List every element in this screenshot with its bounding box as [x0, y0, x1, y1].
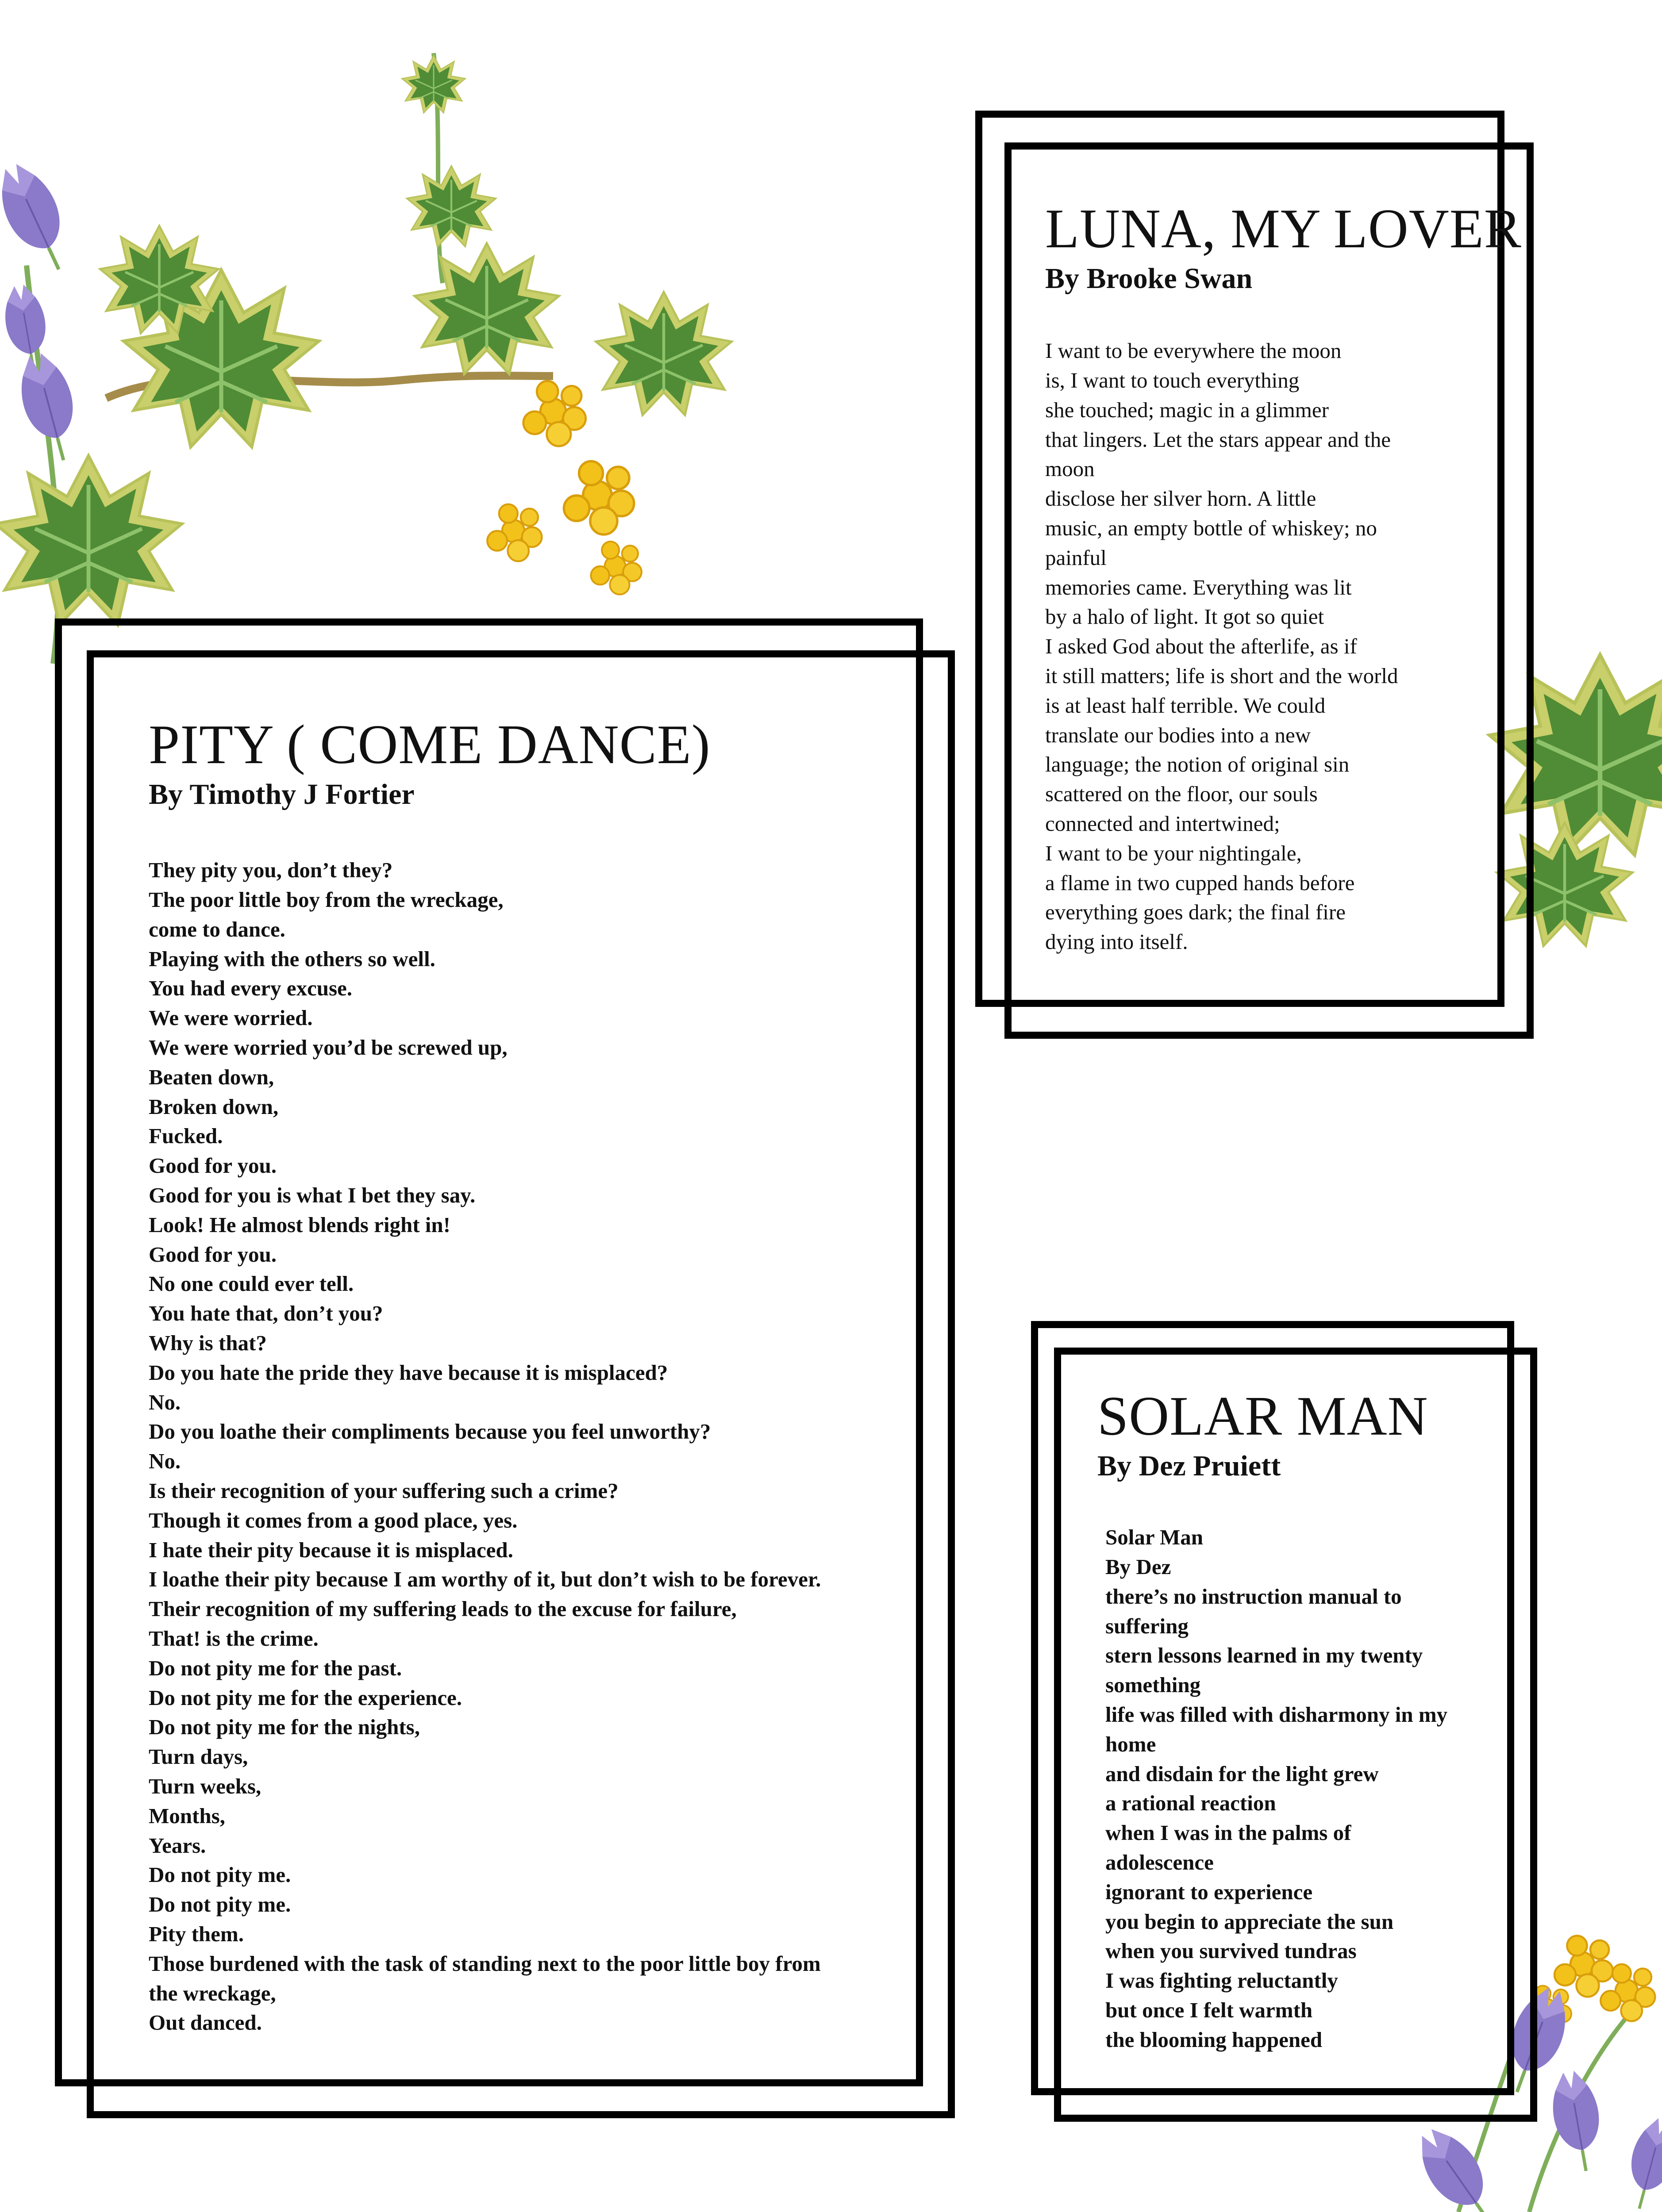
poem-line: by a halo of light. It got so quiet [1045, 604, 1324, 629]
poem-line: stern lessons learned in my twenty [1105, 1643, 1423, 1668]
bellflower-icon [0, 156, 81, 280]
poem-line: Do not pity me for the experience. [149, 1685, 462, 1710]
poem-line: is, I want to touch everything [1045, 368, 1300, 393]
poem-line: You hate that, don’t you? [149, 1301, 383, 1326]
poem-line: Those burdened with the task of standing next to the poor little boy from [149, 1951, 821, 1976]
poem-line: Their recognition of my suffering leads to the excuse for failure, [149, 1597, 737, 1621]
poem-author: By Brooke Swan [1045, 262, 1253, 295]
poem-line: I loathe their pity because I am worthy of it, but don’t wish to be forever. [149, 1567, 821, 1592]
poem-body [1105, 1523, 1522, 2055]
poem-line: Do not pity me for the past. [149, 1655, 402, 1680]
poem-line: Playing with the others so well. [149, 946, 435, 971]
tansy-flower-icon [523, 381, 586, 446]
poem-solar [1097, 1387, 1522, 2055]
poem-line: moon [1045, 457, 1095, 481]
poem-line: Do not pity me. [149, 1863, 291, 1887]
poem-line: language; the notion of original sin [1045, 752, 1350, 777]
poem-line: No one could ever tell. [149, 1271, 354, 1296]
ivy-leaf-icon [402, 55, 466, 113]
poem-line: that lingers. Let the stars appear and the [1045, 427, 1391, 452]
bellflower-icon [1547, 2068, 1608, 2175]
poem-body [149, 856, 945, 2038]
bellflower-icon [1407, 2119, 1509, 2212]
poem-line: No. [149, 1449, 181, 1474]
poem-line: Do not pity me for the nights, [149, 1715, 420, 1740]
poem-line: the blooming happened [1105, 2027, 1323, 2052]
poem-line: a rational reaction [1105, 1791, 1276, 1816]
poem-title: LUNA, MY LOVER [1045, 198, 1522, 260]
poem-line: adolescence [1105, 1850, 1214, 1875]
poem-line: ignorant to experience [1105, 1879, 1313, 1904]
poem-title: SOLAR MAN [1097, 1386, 1428, 1447]
poem-line: suffering [1105, 1613, 1189, 1638]
poem-line: I was fighting reluctantly [1105, 1968, 1338, 1993]
poem-line: Good for you. [149, 1242, 277, 1267]
poem-line: dying into itself. [1045, 929, 1188, 954]
poem-author: By Timothy J Fortier [149, 778, 415, 811]
poem-line: you begin to appreciate the sun [1105, 1909, 1394, 1934]
poem-line: Is their recognition of your suffering such a crime? [149, 1479, 619, 1503]
poem-line: Look! He almost blends right in! [149, 1212, 450, 1237]
tansy-flower-icon [487, 504, 542, 561]
poem-line: You had every excuse. [149, 976, 353, 1001]
poem-line: Good for you. [149, 1153, 277, 1178]
poem-line: Years. [149, 1833, 206, 1858]
poem-line: translate our bodies into a new [1045, 722, 1311, 747]
poem-line: Though it comes from a good place, yes. [149, 1508, 518, 1532]
bellflower-icon [1620, 2114, 1662, 2212]
poem-line: scattered on the floor, our souls [1045, 782, 1318, 806]
tansy-flower-icon [591, 541, 641, 595]
poem-line: Out danced. [149, 2010, 262, 2035]
poem-luna [1045, 198, 1522, 957]
poem-line: she touched; magic in a glimmer [1045, 397, 1329, 422]
poem-line: when you survived tundras [1105, 1939, 1357, 1963]
poem-line: memories came. Everything was lit [1045, 575, 1352, 599]
poem-line: Solar Man [1105, 1525, 1203, 1550]
poem-line: everything goes dark; the final fire [1045, 900, 1346, 925]
poem-line: Fucked. [149, 1124, 223, 1148]
poem-line: Good for you is what I bet they say. [149, 1183, 476, 1208]
tansy-flower-icon [1554, 1936, 1613, 1997]
poem-line: Months, [149, 1803, 225, 1828]
poem-line: That! is the crime. [149, 1626, 319, 1651]
poem-line: We were worried. [149, 1006, 313, 1030]
ivy-leaf-icon [407, 166, 496, 247]
poem-line: connected and intertwined; [1045, 811, 1280, 836]
poem-line: I want to be everywhere the moon [1045, 338, 1342, 363]
poem-line: By Dez [1105, 1555, 1171, 1579]
poem-line: We were worried you’d be screwed up, [149, 1035, 508, 1060]
poem-line: No. [149, 1390, 181, 1414]
poem-line: a flame in two cupped hands before [1045, 870, 1355, 895]
poem-line: Beaten down, [149, 1064, 274, 1089]
poem-line: and disdain for the light grew [1105, 1761, 1379, 1786]
poem-line: They pity you, don’t they? [149, 858, 393, 883]
ivy-leaf-icon [596, 292, 731, 415]
ivy-leaf-icon [415, 243, 559, 374]
poem-line: come to dance. [149, 917, 285, 941]
poem-line: Pity them. [149, 1921, 244, 1946]
poem-line: there’s no instruction manual to [1105, 1584, 1402, 1609]
poem-line: Do you loathe their compliments because you feel unworthy? [149, 1419, 711, 1444]
poem-line: is at least half terrible. We could [1045, 693, 1326, 718]
poem-line: something [1105, 1673, 1201, 1697]
poem-line: I want to be your nightingale, [1045, 841, 1302, 865]
poem-line: The poor little boy from the wreckage, [149, 887, 504, 912]
ivy-leaf-icon [0, 456, 182, 625]
poem-line: home [1105, 1732, 1156, 1756]
poem-line: Why is that? [149, 1331, 267, 1356]
poem-line: life was filled with disharmony in my [1105, 1702, 1448, 1727]
poem-line: I hate their pity because it is misplaced. [149, 1537, 513, 1562]
poem-title: PITY ( COME DANCE) [149, 714, 711, 776]
poem-line: painful [1045, 545, 1107, 570]
poem-line: the wreckage, [149, 1981, 276, 2005]
poem-body [1045, 336, 1514, 957]
poem-line: it still matters; life is short and the world [1045, 664, 1398, 688]
poem-pity [149, 716, 945, 2038]
poem-line: Turn weeks, [149, 1774, 262, 1798]
poem-author: By Dez Pruiett [1097, 1450, 1281, 1482]
poem-line: but once I felt warmth [1105, 1998, 1313, 2023]
poem-line: Do you hate the pride they have because it is misplaced? [149, 1360, 668, 1385]
poem-line: music, an empty bottle of whiskey; no [1045, 516, 1377, 541]
poem-line: I asked God about the afterlife, as if [1045, 634, 1357, 659]
poem-line: disclose her silver horn. A little [1045, 486, 1316, 511]
poem-line: Turn days, [149, 1744, 248, 1769]
poem-line: Do not pity me. [149, 1892, 291, 1917]
tansy-flower-icon [564, 461, 634, 535]
poem-line: when I was in the palms of [1105, 1820, 1351, 1845]
poem-line: Broken down, [149, 1094, 279, 1119]
